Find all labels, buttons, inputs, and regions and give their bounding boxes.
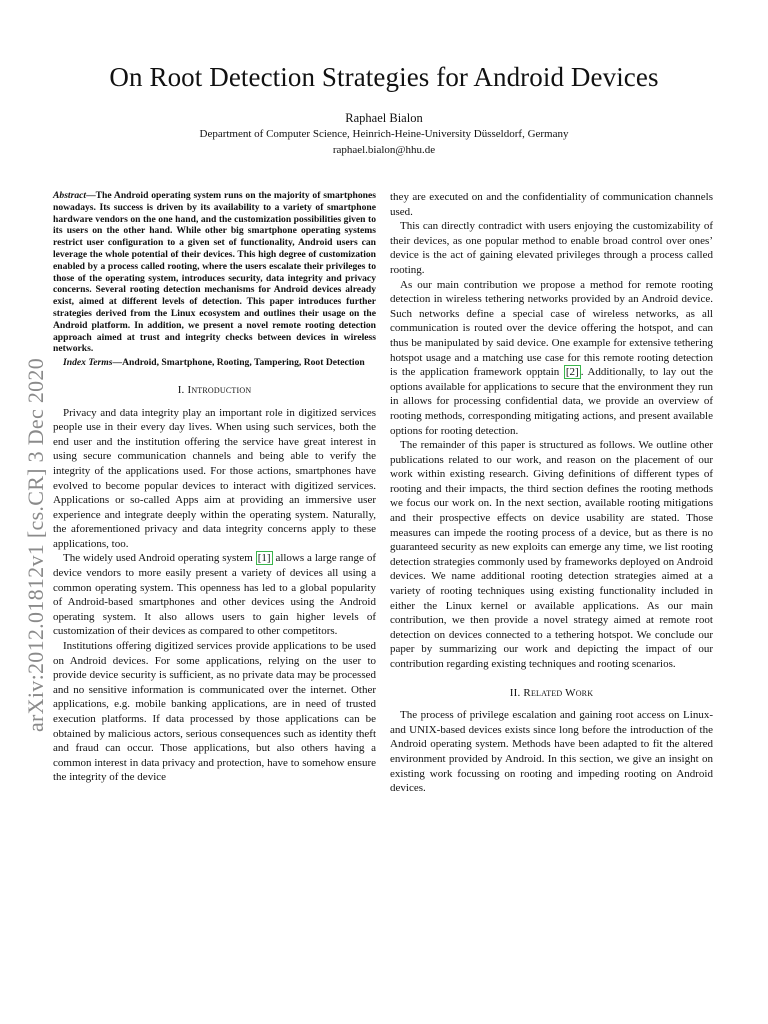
paper-title: On Root Detection Strategies for Android Devices <box>109 62 659 92</box>
paragraph: Privacy and data integrity play an important role in digitized services people use in their every day lives. When using such services, both the end user and the institution offering the service have great interest in using secure communication channels and being able to verify the integrity of the applications used. For those actions, smartphones have evolved to become popular devices to interact with digitized services. Applications or so-called Apps aim at providing an immersive user experience and integrate deeply within the operating system. Naturally, the aforementioned privacy and data integrity concerns apply to these applications, too. <box>53 406 376 550</box>
paragraph-text: . Additionally, to lay out the options available for applications to secure that the environment they run in allows for processing confidential data, we provide an overview of rooting methods, corresponding mitigating actions, and present available options for rooting detection. <box>390 366 713 437</box>
paragraph: The remainder of this paper is structured as follows. We outline other publications related to our work, and reason on the placement of our work within existing research. Giving definitions of different types of rooting and their impacts, the third section defines the rooting methods we focus our work on. In the next section, available rooting mitigations and their prospective effects on device usability are stated. Those measures can impede the rooting process of a device, but as there is no guaranteed security as new exploits can emerge any time, we list rooting detection strategies commonly used by frameworks deployed on Android devices. We name additional rooting detection strategies aimed at a variety of rooting techniques using existing functionality included in either the Linux kernel or available applications. As our main contribution, we then provide a novel strategy aimed at remote root detection on devices connected to a tethering hotspot. We conclude our paper by summarizing our work and depicting the impact of our contribution regarding existing techniques and rooting scenarios. <box>390 439 713 670</box>
index-terms <box>53 357 376 369</box>
section-number: I. <box>177 383 185 396</box>
paragraph: The process of privilege escalation and gaining root access on Linux- and UNIX-based devices exists since long before the introduction of the Android operating system. Methods have been adapted to fit the altered environment provided by Android. In this section, we give an insight on existing work focussing on rooting and impeding rooting on Android devices. <box>390 709 713 795</box>
abstract-text: —The Android operating system runs on the majority of smartphones nowadays. Its success is driven by its availability to a variety of smartphone hardware vendors on the one hand, and the customization possibilities given to its users on the other hand. While other big smartphone operating systems restrict user configuration to a given set of functionality, Android users can leverage the whole potential of their devices. This high degree of customization enabled by a process called rooting, where the users escalate their privileges to those of the operating system, introduces security, data integrity and privacy concerns. Several rooting detection mechanisms for Android devices already exist, aimed at different levels of detection. This paper introduces further strategies derived from the Linux ecosystem and outlines their usage on the Android platform. In addition, we present a novel remote rooting detection approach aimed at trust and integrity checks between devices in wireless networks. <box>53 190 376 355</box>
paragraph-text: allows a large range of device vendors to more easily present a variety of devices all using a common operating system. This openness has led to a global popularity of Android-based smartphones and other devices using the Android operating system. It also allows users to gain higher levels of customization of their devices as compared to other competitors. <box>53 552 376 638</box>
left-column <box>53 190 376 785</box>
arxiv-stamp-text: arXiv:2012.01812v1 [cs.CR] 3 Dec 2020 <box>23 357 48 733</box>
citation-link[interactable]: [2] <box>565 366 579 379</box>
section-title: Introduction <box>187 383 252 396</box>
right-column <box>390 190 713 796</box>
author-affiliation: Department of Computer Science, Heinrich-Heine-University Düsseldorf, Germany <box>199 128 569 140</box>
paragraph: This can directly contradict with users enjoying the customizability of their devices, as one popular method to enable broad control over ones’ device is the act of gaining elevated privileges through a process called rooting. <box>390 220 713 276</box>
abstract-lead: Abstract <box>53 190 87 201</box>
paragraph-text: As our main contribution we propose a method for remote rooting detection in wireless tethering networks provided by an Android device. Such networks define a special case of wireless networks, as all communication is routed over the device offering the hotspot, and can thus be manipulated by said device. One example for extensive tethering hotspot usage and a matching use case for this remote rooting detection is the application framework opptain <box>390 278 713 379</box>
index-terms-text: —Android, Smartphone, Rooting, Tampering, Root Detection <box>112 357 365 369</box>
paragraph: Institutions offering digitized services provide applications to be used on Android devices. For some applications, relying on the user to provide device security is sufficient, as no private data may be processed and no sensitive information is communicated over the internet. Other applications, e.g. mobile banking applications, are in need of trusted execution platforms. If data processed by those applications can be obtained by malicious actors, serious consequences such as identity theft and fraud can occur. Those applications, but also others having a common interest in data privacy and protection, have to somehow ensure the integrity of the device <box>53 640 376 784</box>
paragraph-text: The widely used Android operating system <box>63 552 256 565</box>
author-name: Raphael Bialon <box>345 111 423 125</box>
citation-link[interactable]: [1] <box>257 552 271 565</box>
section-number: II. <box>509 686 521 699</box>
section-heading-introduction <box>53 383 376 398</box>
author-email: raphael.bialon@hhu.de <box>332 144 436 156</box>
paragraph <box>390 278 713 439</box>
index-terms-lead: Index Terms <box>63 357 113 369</box>
section-title: Related Work <box>523 686 594 699</box>
paragraph: they are executed on and the confidentiality of communication channels used. <box>390 191 713 218</box>
section-heading-related-work <box>390 686 713 701</box>
abstract <box>53 190 376 355</box>
paragraph <box>53 551 376 639</box>
